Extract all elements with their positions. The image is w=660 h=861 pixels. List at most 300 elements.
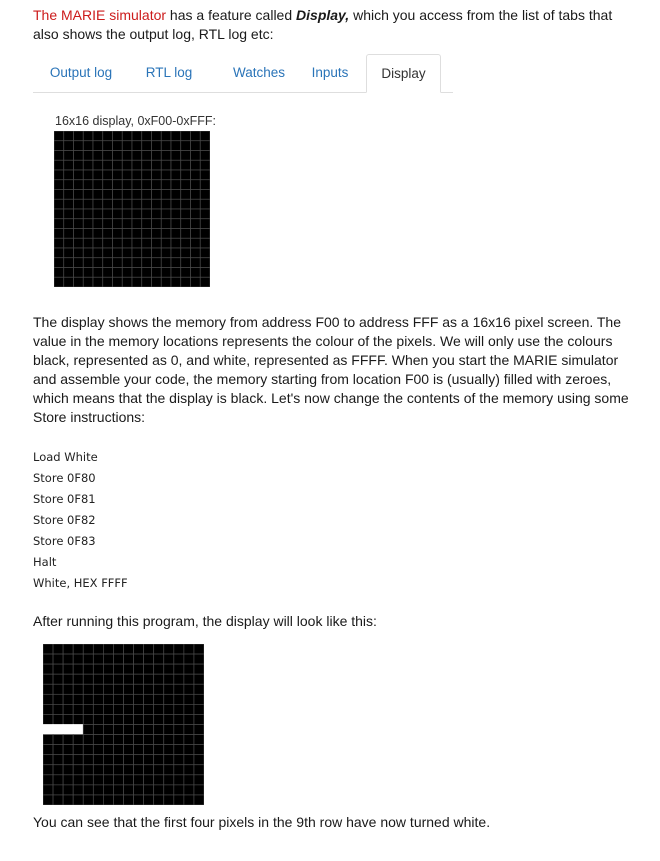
pixel-black (74, 131, 84, 141)
pixel-black (181, 199, 191, 209)
pixel-black (63, 664, 73, 674)
pixel-black (103, 238, 113, 248)
pixel-black (54, 248, 64, 258)
pixel-black (144, 745, 154, 755)
pixel-black (54, 141, 64, 151)
pixel-black (54, 160, 64, 170)
pixel-black (54, 199, 64, 209)
pixel-black (191, 131, 201, 141)
pixel-black (134, 795, 144, 805)
pixel-black (142, 199, 152, 209)
pixel-black (43, 775, 53, 785)
pixel-black (164, 644, 174, 654)
pixel-black (161, 151, 171, 161)
pixel-black (194, 755, 204, 765)
pixel-black (43, 755, 53, 765)
pixel-black (53, 755, 63, 765)
display-emphasis: Display, (296, 7, 350, 23)
pixel-black (113, 785, 123, 795)
code-line: Halt (33, 555, 57, 569)
pixel-black (200, 258, 210, 268)
pixel-black (154, 694, 164, 704)
pixel-black (53, 644, 63, 654)
pixel-black (152, 160, 162, 170)
pixel-black (73, 664, 83, 674)
pixel-black (64, 170, 74, 180)
code-line: Store 0F81 (33, 492, 96, 506)
pixel-black (154, 644, 164, 654)
pixel-black (113, 725, 123, 735)
pixel-black (132, 258, 142, 268)
pixel-black (83, 170, 93, 180)
pixel-black (134, 694, 144, 704)
pixel-black (113, 229, 123, 239)
pixel-black (200, 131, 210, 141)
pixel-black (93, 644, 103, 654)
display-grid-after (43, 644, 204, 805)
pixel-black (83, 199, 93, 209)
pixel-black (43, 704, 53, 714)
pixel-black (194, 654, 204, 664)
pixel-black (103, 735, 113, 745)
pixel-black (74, 180, 84, 190)
pixel-white (73, 725, 83, 735)
pixel-black (154, 684, 164, 694)
pixel-black (103, 755, 113, 765)
pixel-black (194, 664, 204, 674)
pixel-black (103, 694, 113, 704)
pixel-black (113, 704, 123, 714)
pixel-black (152, 248, 162, 258)
tab-bar (33, 54, 453, 93)
pixel-black (142, 277, 152, 287)
pixel-black (113, 694, 123, 704)
pixel-black (164, 674, 174, 684)
pixel-black (144, 714, 154, 724)
pixel-black (103, 795, 113, 805)
pixel-black (64, 209, 74, 219)
pixel-black (181, 170, 191, 180)
pixel-black (53, 674, 63, 684)
pixel-black (83, 735, 93, 745)
pixel-black (103, 674, 113, 684)
pixel-black (142, 170, 152, 180)
pixel-black (200, 248, 210, 258)
pixel-black (103, 775, 113, 785)
pixel-black (113, 238, 123, 248)
pixel-black (113, 684, 123, 694)
pixel-black (171, 258, 181, 268)
pixel-black (164, 735, 174, 745)
pixel-black (113, 190, 123, 200)
pixel-black (64, 180, 74, 190)
pixel-black (181, 180, 191, 190)
pixel-black (152, 170, 162, 180)
pixel-black (122, 170, 132, 180)
pixel-black (200, 229, 210, 239)
pixel-black (113, 775, 123, 785)
pixel-black (64, 199, 74, 209)
pixel-black (122, 141, 132, 151)
pixel-black (154, 795, 164, 805)
pixel-black (103, 664, 113, 674)
tab-inputs[interactable]: Inputs (311, 65, 349, 80)
pixel-black (161, 258, 171, 268)
pixel-black (142, 160, 152, 170)
pixel-black (93, 131, 103, 141)
pixel-black (103, 160, 113, 170)
pixel-black (63, 684, 73, 694)
pixel-black (194, 704, 204, 714)
pixel-black (191, 170, 201, 180)
pixel-black (161, 219, 171, 229)
pixel-black (132, 160, 142, 170)
pixel-black (93, 674, 103, 684)
pixel-black (164, 775, 174, 785)
pixel-black (152, 277, 162, 287)
pixel-black (154, 765, 164, 775)
pixel-black (113, 277, 123, 287)
pixel-black (54, 180, 64, 190)
pixel-black (144, 725, 154, 735)
pixel-black (103, 684, 113, 694)
pixel-black (154, 755, 164, 765)
pixel-black (64, 258, 74, 268)
pixel-black (103, 745, 113, 755)
pixel-black (113, 674, 123, 684)
pixel-black (171, 170, 181, 180)
pixel-black (161, 141, 171, 151)
pixel-black (152, 141, 162, 151)
pixel-white (53, 725, 63, 735)
pixel-black (74, 238, 84, 248)
pixel-black (161, 277, 171, 287)
pixel-black (113, 248, 123, 258)
pixel-black (184, 654, 194, 664)
pixel-black (171, 180, 181, 190)
pixel-black (164, 664, 174, 674)
pixel-black (181, 131, 191, 141)
pixel-black (171, 248, 181, 258)
pixel-black (54, 268, 64, 278)
pixel-black (171, 190, 181, 200)
pixel-black (83, 180, 93, 190)
pixel-black (152, 258, 162, 268)
pixel-black (43, 765, 53, 775)
pixel-black (132, 190, 142, 200)
pixel-black (93, 725, 103, 735)
pixel-black (152, 131, 162, 141)
pixel-black (64, 229, 74, 239)
pixel-black (83, 131, 93, 141)
pixel-black (184, 795, 194, 805)
pixel-black (124, 735, 134, 745)
pixel-black (43, 795, 53, 805)
pixel-black (93, 704, 103, 714)
pixel-black (142, 180, 152, 190)
pixel-black (144, 684, 154, 694)
pixel-black (43, 644, 53, 654)
pixel-black (144, 775, 154, 785)
pixel-black (184, 775, 194, 785)
pixel-black (134, 745, 144, 755)
pixel-black (171, 238, 181, 248)
pixel-black (200, 141, 210, 151)
pixel-black (122, 131, 132, 141)
pixel-black (181, 258, 191, 268)
pixel-black (142, 268, 152, 278)
pixel-black (194, 684, 204, 694)
pixel-black (103, 714, 113, 724)
tab-output-log[interactable]: Output log (49, 65, 113, 80)
pixel-black (93, 654, 103, 664)
pixel-black (181, 160, 191, 170)
pixel-black (63, 644, 73, 654)
pixel-black (64, 248, 74, 258)
pixel-black (171, 131, 181, 141)
pixel-black (113, 180, 123, 190)
pixel-black (64, 131, 74, 141)
pixel-black (64, 160, 74, 170)
pixel-black (161, 248, 171, 258)
pixel-black (54, 190, 64, 200)
pixel-black (154, 674, 164, 684)
pixel-black (113, 745, 123, 755)
pixel-black (161, 268, 171, 278)
pixel-black (184, 714, 194, 724)
pixel-black (83, 765, 93, 775)
marie-simulator-link[interactable]: The MARIE simulator (33, 7, 167, 23)
pixel-black (93, 160, 103, 170)
pixel-black (142, 190, 152, 200)
pixel-black (93, 277, 103, 287)
pixel-black (122, 277, 132, 287)
pixel-black (174, 664, 184, 674)
pixel-white (63, 725, 73, 735)
pixel-black (184, 755, 194, 765)
tab-watches[interactable]: Watches (232, 65, 286, 80)
pixel-black (200, 238, 210, 248)
pixel-black (73, 785, 83, 795)
pixel-black (113, 170, 123, 180)
pixel-black (83, 209, 93, 219)
pixel-black (43, 714, 53, 724)
pixel-black (194, 785, 204, 795)
pixel-black (164, 725, 174, 735)
pixel-black (74, 209, 84, 219)
pixel-black (191, 199, 201, 209)
pixel-black (161, 229, 171, 239)
pixel-black (43, 674, 53, 684)
intro-paragraph: The MARIE simulator has a feature called Display, which you access from the list of tabs that also shows the output log, RTL log etc: (33, 7, 613, 42)
pixel-black (124, 694, 134, 704)
pixel-black (174, 755, 184, 765)
pixel-black (171, 219, 181, 229)
pixel-black (174, 674, 184, 684)
pixel-black (132, 229, 142, 239)
pixel-black (63, 775, 73, 785)
pixel-black (164, 694, 174, 704)
pixel-black (171, 151, 181, 161)
pixel-black (93, 199, 103, 209)
pixel-black (43, 735, 53, 745)
pixel-black (154, 785, 164, 795)
pixel-black (134, 775, 144, 785)
pixel-black (103, 248, 113, 258)
pixel-black (161, 131, 171, 141)
pixel-black (103, 151, 113, 161)
pixel-black (113, 209, 123, 219)
pixel-black (53, 765, 63, 775)
pixel-black (194, 725, 204, 735)
pixel-black (73, 654, 83, 664)
pixel-black (83, 258, 93, 268)
pixel-black (43, 654, 53, 664)
pixel-black (152, 219, 162, 229)
pixel-black (134, 684, 144, 694)
pixel-black (83, 785, 93, 795)
pixel-black (124, 684, 134, 694)
pixel-black (53, 684, 63, 694)
pixel-black (122, 248, 132, 258)
pixel-black (63, 785, 73, 795)
pixel-black (161, 209, 171, 219)
pixel-black (154, 725, 164, 735)
pixel-black (103, 219, 113, 229)
pixel-black (194, 765, 204, 775)
pixel-black (93, 219, 103, 229)
pixel-black (161, 170, 171, 180)
pixel-black (73, 704, 83, 714)
pixel-black (142, 238, 152, 248)
pixel-black (83, 795, 93, 805)
pixel-black (152, 268, 162, 278)
pixel-black (191, 268, 201, 278)
pixel-black (53, 745, 63, 755)
pixel-black (191, 141, 201, 151)
tab-rtl-log[interactable]: RTL log (145, 65, 193, 80)
pixel-black (174, 785, 184, 795)
pixel-black (184, 674, 194, 684)
pixel-black (103, 785, 113, 795)
pixel-black (144, 765, 154, 775)
pixel-black (194, 694, 204, 704)
pixel-black (83, 219, 93, 229)
pixel-black (122, 199, 132, 209)
pixel-black (132, 170, 142, 180)
pixel-black (122, 238, 132, 248)
pixel-black (64, 141, 74, 151)
pixel-black (103, 190, 113, 200)
pixel-black (142, 141, 152, 151)
pixel-black (73, 755, 83, 765)
pixel-black (74, 258, 84, 268)
pixel-black (54, 277, 64, 287)
pixel-black (53, 664, 63, 674)
pixel-black (83, 229, 93, 239)
pixel-black (152, 229, 162, 239)
code-block (33, 447, 128, 594)
pixel-black (83, 755, 93, 765)
pixel-black (73, 765, 83, 775)
pixel-black (144, 795, 154, 805)
code-line: Load White (33, 450, 98, 464)
pixel-black (174, 714, 184, 724)
pixel-black (93, 775, 103, 785)
pixel-black (161, 160, 171, 170)
pixel-black (113, 714, 123, 724)
pixel-black (164, 745, 174, 755)
pixel-black (142, 229, 152, 239)
pixel-black (191, 180, 201, 190)
pixel-black (103, 170, 113, 180)
pixel-black (200, 151, 210, 161)
pixel-black (73, 775, 83, 785)
pixel-black (171, 141, 181, 151)
pixel-black (142, 131, 152, 141)
pixel-black (152, 209, 162, 219)
pixel-black (113, 765, 123, 775)
pixel-black (73, 684, 83, 694)
pixel-black (200, 268, 210, 278)
pixel-black (154, 775, 164, 785)
pixel-black (93, 745, 103, 755)
pixel-black (132, 248, 142, 258)
pixel-black (124, 775, 134, 785)
code-line: Store 0F82 (33, 513, 96, 527)
pixel-black (103, 141, 113, 151)
pixel-black (103, 644, 113, 654)
pixel-black (134, 644, 144, 654)
pixel-black (144, 644, 154, 654)
pixel-black (171, 199, 181, 209)
pixel-black (122, 160, 132, 170)
pixel-black (64, 238, 74, 248)
pixel-black (174, 644, 184, 654)
tab-display[interactable]: Display (366, 54, 441, 93)
code-line: White, HEX FFFF (33, 576, 128, 590)
pixel-black (63, 694, 73, 704)
pixel-black (134, 735, 144, 745)
pixel-black (191, 219, 201, 229)
pixel-black (171, 209, 181, 219)
pixel-black (83, 141, 93, 151)
pixel-black (181, 248, 191, 258)
pixel-black (154, 735, 164, 745)
pixel-black (124, 725, 134, 735)
pixel-black (171, 160, 181, 170)
pixel-black (54, 258, 64, 268)
pixel-black (53, 714, 63, 724)
pixel-black (103, 199, 113, 209)
pixel-black (184, 664, 194, 674)
pixel-black (113, 654, 123, 664)
pixel-black (83, 248, 93, 258)
pixel-black (93, 248, 103, 258)
pixel-black (191, 209, 201, 219)
pixel-black (181, 277, 191, 287)
pixel-black (73, 795, 83, 805)
pixel-black (83, 704, 93, 714)
pixel-black (103, 704, 113, 714)
pixel-black (83, 190, 93, 200)
pixel-black (122, 180, 132, 190)
pixel-black (200, 180, 210, 190)
pixel-black (93, 209, 103, 219)
pixel-black (132, 141, 142, 151)
pixel-black (134, 664, 144, 674)
display-label: 16x16 display, 0xF00-0xFFF: (55, 114, 216, 128)
